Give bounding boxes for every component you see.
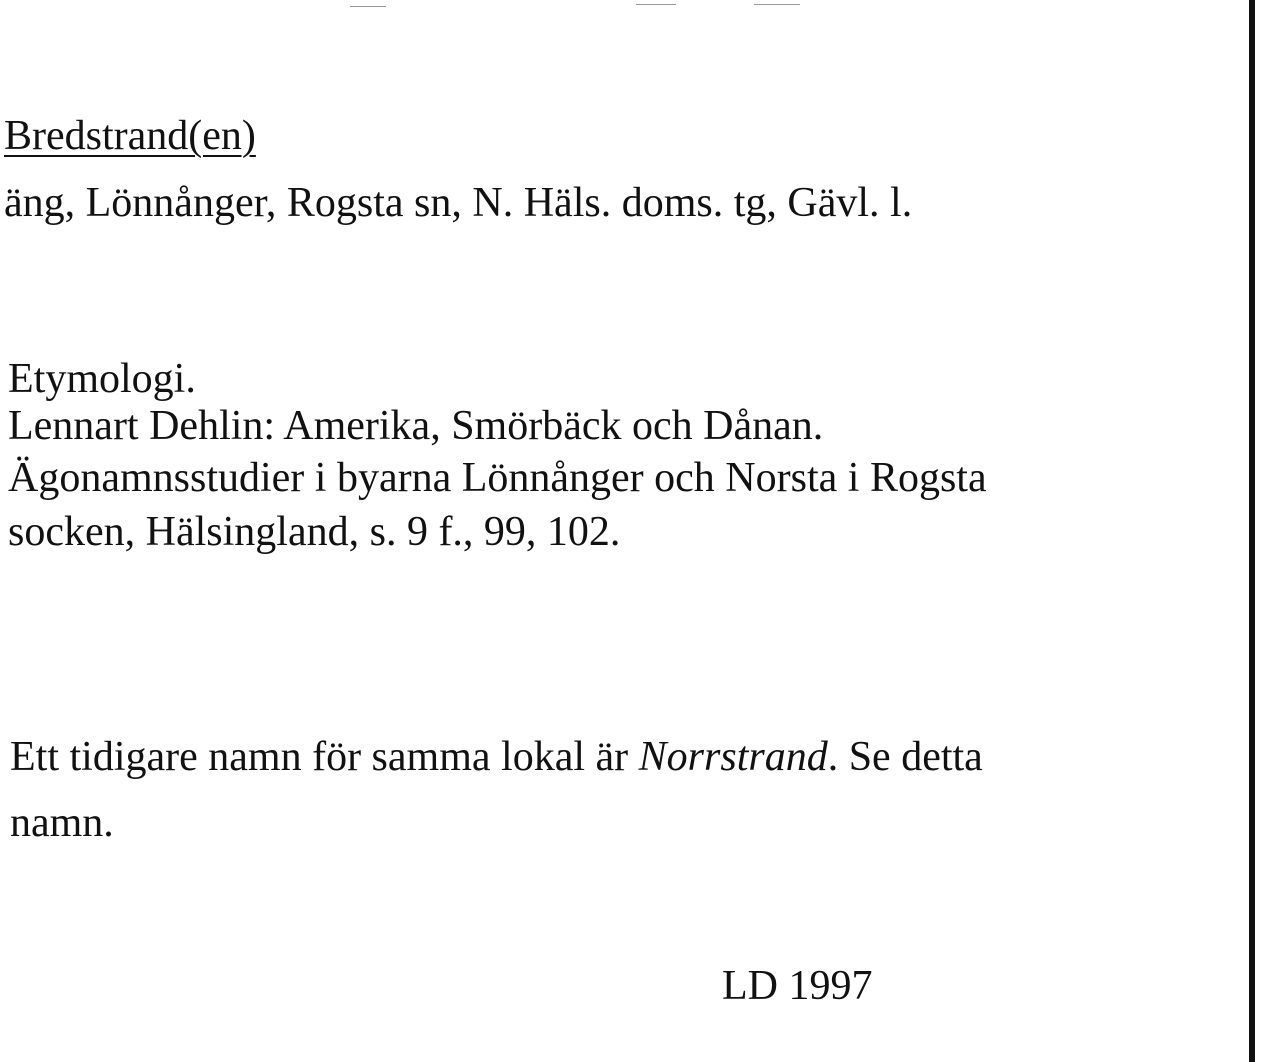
scan-speck: [636, 4, 676, 5]
location-description: äng, Lönnånger, Rogsta sn, N. Häls. doms. tg, Gävl. l.: [4, 180, 913, 226]
scan-speck: [754, 4, 800, 5]
reference-line: Ägonamnsstudier i byarna Lönnånger och Norsta i Rogsta: [8, 455, 987, 501]
note-line: [10, 736, 983, 778]
scan-speck: [350, 6, 386, 7]
reference-line: Lennart Dehlin: Amerika, Smörbäck och Dånan.: [8, 403, 824, 449]
note-italic-name: Norrstrand: [638, 734, 828, 780]
note-prefix: Ett tidigare namn för samma lokal är: [10, 734, 639, 780]
reference-line: socken, Hälsingland, s. 9 f., 99, 102.: [8, 509, 621, 555]
note-continuation: namn.: [10, 800, 114, 846]
place-name-heading: Bredstrand(en): [4, 113, 256, 159]
note-suffix: . Se detta: [827, 734, 983, 780]
etymology-heading: Etymologi.: [8, 356, 196, 402]
signature: LD 1997: [722, 963, 873, 1009]
card-edge-border: [1249, 0, 1255, 1062]
